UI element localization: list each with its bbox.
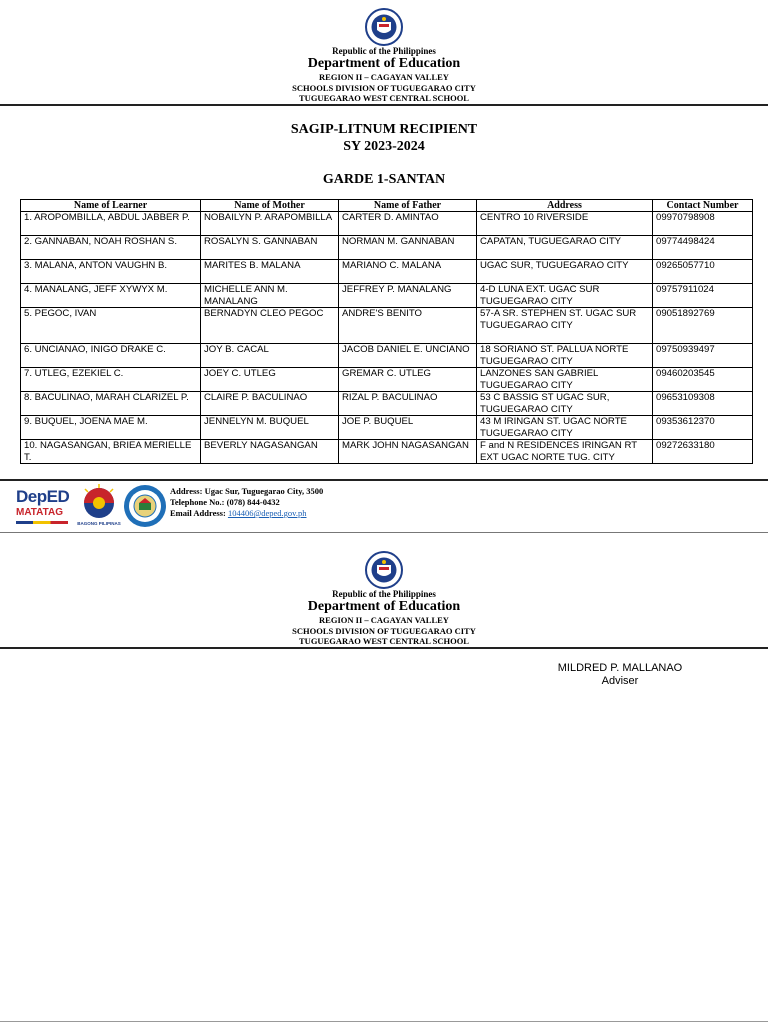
father-cell: ANDRE'S BENITO [339, 308, 477, 344]
republic-line: Republic of the Philippines [332, 589, 436, 599]
mother-cell: JOEY C. UTLEG [201, 368, 339, 392]
email-line [170, 508, 323, 519]
father-cell: RIZAL P. BACULINAO [339, 392, 477, 416]
school-line: TUGUEGARAO WEST CENTRAL SCHOOL [299, 636, 469, 646]
page-separator [0, 532, 768, 533]
deped-logo-word: DepED [16, 487, 70, 506]
mother-cell: NOBAILYN P. ARAPOMBILLA [201, 212, 339, 236]
learner-cell: 1. AROPOMBILLA, ABDUL JABBER P. [21, 212, 201, 236]
contact-cell: 09757911024 [653, 284, 753, 308]
department-line: Department of Education [307, 599, 461, 614]
mother-cell: MICHELLE ANN M. MANALANG [201, 284, 339, 308]
father-cell: JOE P. BUQUEL [339, 416, 477, 440]
page-bottom-edge [0, 1021, 768, 1022]
father-cell: JACOB DANIEL E. UNCIANO [339, 344, 477, 368]
school-line: TUGUEGARAO WEST CENTRAL SCHOOL [299, 93, 469, 103]
division-line: SCHOOLS DIVISION OF TUGUEGARAO CITY [292, 82, 476, 93]
deped-seal-icon [362, 8, 406, 46]
republic-line: Republic of the Philippines [332, 46, 436, 56]
table-row [21, 392, 753, 416]
mother-cell: BEVERLY NAGASANGAN [201, 440, 339, 464]
father-cell: MARK JOHN NAGASANGAN [339, 440, 477, 464]
mother-cell: BERNADYN CLEO PEGOC [201, 308, 339, 344]
address-value: Ugac Sur, Tuguegarao City, 3500 [204, 486, 324, 496]
letterhead-page-two [0, 551, 768, 647]
contact-cell: 09970798908 [653, 212, 753, 236]
table-row [21, 344, 753, 368]
contact-cell: 09653109308 [653, 392, 753, 416]
contact-block [170, 486, 323, 519]
address-cell: 57-A SR. STEPHEN ST. UGAC SUR TUGUEGARAO CITY [477, 308, 653, 344]
learner-cell: 2. GANNABAN, NOAH ROSHAN S. [21, 236, 201, 260]
father-cell: NORMAN M. GANNABAN [339, 236, 477, 260]
matatag-logo-word: MATATAG [16, 507, 64, 518]
table-row [21, 440, 753, 464]
address-cell: 4-D LUNA EXT. UGAC SUR TUGUEGARAO CITY [477, 284, 653, 308]
address-cell: UGAC SUR, TUGUEGARAO CITY [477, 260, 653, 284]
telephone-value: (078) 844-0432 [226, 497, 280, 507]
footer-divider [0, 479, 768, 481]
department-line: Department of Education [307, 56, 461, 71]
logo-color-bar [16, 521, 68, 524]
bagong-pilipinas-caption: BAGONG PILIPINAS [77, 521, 121, 526]
contact-cell: 09272633180 [653, 440, 753, 464]
father-cell: CARTER D. AMINTAO [339, 212, 477, 236]
recipient-table [20, 199, 753, 464]
telephone-line [170, 497, 323, 508]
contact-cell: 09750939497 [653, 344, 753, 368]
address-cell: LANZONES SAN GABRIEL TUGUEGARAO CITY [477, 368, 653, 392]
telephone-label: Telephone No.: [170, 497, 225, 507]
division-line: SCHOOLS DIVISION OF TUGUEGARAO CITY [292, 625, 476, 636]
section-heading: GARDE 1-SANTAN [322, 172, 446, 187]
contact-cell: 09774498424 [653, 236, 753, 260]
learner-cell: 10. NAGASANGAN, BRIEA MERIELLE T. [21, 440, 201, 464]
father-cell: MARIANO C. MALANA [339, 260, 477, 284]
contact-cell: 09460203545 [653, 368, 753, 392]
header-divider [0, 104, 768, 106]
contact-cell: 09051892769 [653, 308, 753, 344]
learner-cell: 8. BACULINAO, MARAH CLARIZEL P. [21, 392, 201, 416]
document-title-block [0, 121, 768, 155]
deped-matatag-logo [16, 487, 68, 529]
mother-cell: ROSALYN S. GANNABAN [201, 236, 339, 260]
address-cell: 43 M IRINGAN ST. UGAC NORTE TUGUEGARAO CITY [477, 416, 653, 440]
address-cell: CAPATAN, TUGUEGARAO CITY [477, 236, 653, 260]
address-cell: 18 SORIANO ST. PALLUA NORTE TUGUEGARAO CITY [477, 344, 653, 368]
learner-cell: 5. PEGOC, IVAN [21, 308, 201, 344]
letterhead [0, 8, 768, 104]
school-year: SY 2023-2024 [343, 139, 425, 154]
email-label: Email Address: [170, 508, 226, 518]
table-header-row [21, 200, 753, 212]
mother-cell: JENNELYN M. BUQUEL [201, 416, 339, 440]
learner-cell: 4. MANALANG, JEFF XYWYX M. [21, 284, 201, 308]
contact-cell: 09353612370 [653, 416, 753, 440]
table-row [21, 368, 753, 392]
column-header-learner: Name of Learner [21, 200, 201, 212]
contact-cell: 09265057710 [653, 260, 753, 284]
address-cell: CENTRO 10 RIVERSIDE [477, 212, 653, 236]
column-header-father: Name of Father [339, 200, 477, 212]
address-label: Address: [170, 486, 203, 496]
bagong-pilipinas-icon [76, 483, 122, 521]
page-footer [16, 483, 756, 529]
learner-cell: 7. UTLEG, EZEKIEL C. [21, 368, 201, 392]
learner-cell: 6. UNCIANAO, INIGO DRAKE C. [21, 344, 201, 368]
table-row [21, 308, 753, 344]
table-row [21, 260, 753, 284]
school-seal-icon [123, 484, 167, 528]
address-cell: F and N RESIDENCES IRINGAN RT EXT UGAC NORTE TUG. CITY [477, 440, 653, 464]
column-header-address: Address [477, 200, 653, 212]
table-row [21, 212, 753, 236]
column-header-contact: Contact Number [653, 200, 753, 212]
deped-seal-icon [362, 551, 406, 589]
column-header-mother: Name of Mother [201, 200, 339, 212]
email-link[interactable]: 104406@deped.gov.ph [227, 508, 307, 518]
bagong-pilipinas-logo [76, 483, 122, 529]
father-cell: GREMAR C. UTLEG [339, 368, 477, 392]
address-cell: 53 C BASSIG ST UGAC SUR, TUGUEGARAO CITY [477, 392, 653, 416]
signatory-block [520, 662, 720, 688]
adviser-role: Adviser [601, 675, 639, 687]
mother-cell: JOY B. CACAL [201, 344, 339, 368]
mother-cell: MARITES B. MALANA [201, 260, 339, 284]
document-title: SAGIP-LITNUM RECIPIENT [290, 122, 478, 137]
table-row [21, 236, 753, 260]
region-line: REGION II – CAGAYAN VALLEY [319, 615, 449, 625]
learner-cell: 3. MALANA, ANTON VAUGHN B. [21, 260, 201, 284]
region-line: REGION II – CAGAYAN VALLEY [319, 72, 449, 82]
learner-cell: 9. BUQUEL, JOENA MAE M. [21, 416, 201, 440]
father-cell: JEFFREY P. MANALANG [339, 284, 477, 308]
adviser-name: MILDRED P. MALLANAO [557, 662, 683, 674]
table-row [21, 284, 753, 308]
table-row [21, 416, 753, 440]
address-line [170, 486, 323, 497]
header-divider-page-two [0, 647, 768, 649]
mother-cell: CLAIRE P. BACULINAO [201, 392, 339, 416]
